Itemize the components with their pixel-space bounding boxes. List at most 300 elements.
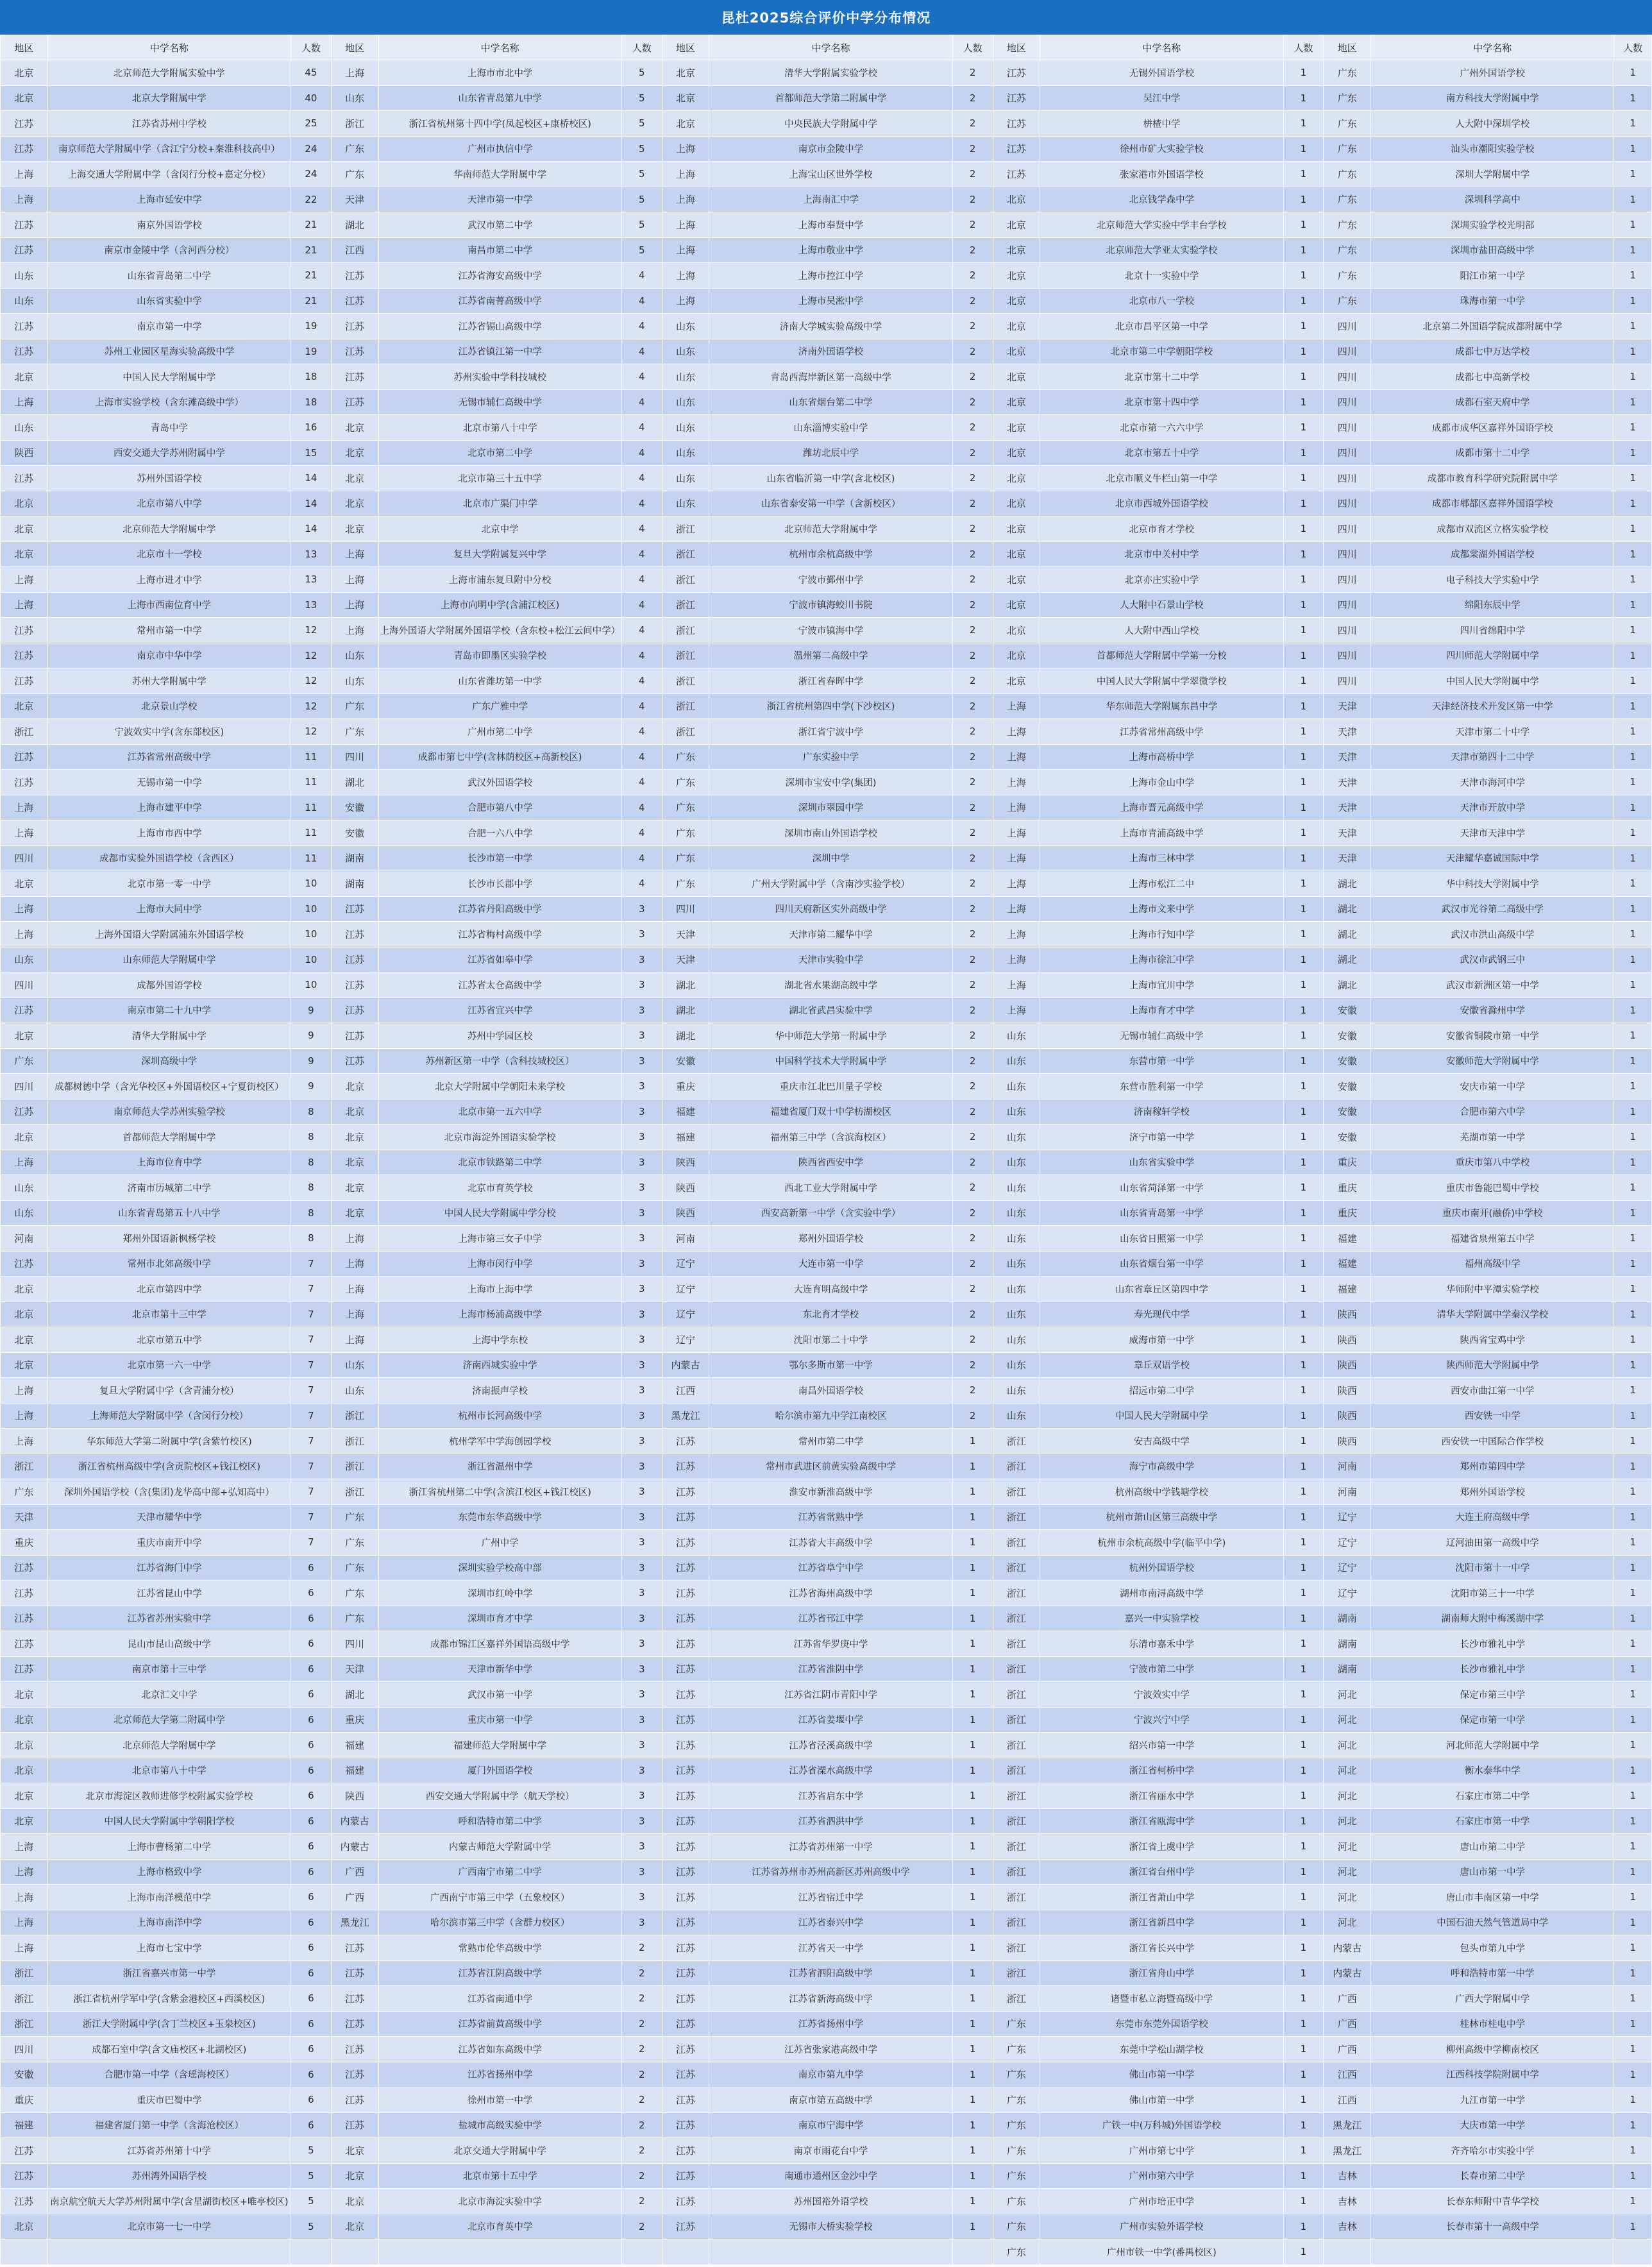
count-cell: 1 — [1283, 1504, 1324, 1530]
region-cell: 上海 — [662, 263, 709, 289]
region-cell: 江苏 — [331, 2062, 378, 2087]
school-name-cell: 苏州国裕外语学校 — [709, 2189, 952, 2214]
school-name-cell: 北京市育英中学 — [378, 2214, 621, 2239]
table-body — [1, 60, 1652, 2265]
count-cell: 2 — [952, 339, 993, 364]
count-cell: 1 — [1283, 1555, 1324, 1581]
region-cell: 河北 — [1324, 1834, 1371, 1860]
table-row — [1, 1429, 1652, 1454]
count-cell: 1 — [1614, 2163, 1652, 2189]
region-cell: 浙江 — [662, 693, 709, 719]
region-cell: 天津 — [1324, 770, 1371, 795]
school-name-cell: 济南大学城实验高级中学 — [709, 314, 952, 339]
count-cell: 1 — [1283, 364, 1324, 390]
count-cell: 1 — [1283, 922, 1324, 947]
count-cell: 1 — [1614, 2112, 1652, 2138]
count-cell: 2 — [952, 136, 993, 162]
count-cell: 2 — [952, 719, 993, 745]
school-name-cell: 上海市青浦高级中学 — [1040, 820, 1283, 846]
count-cell: 1 — [1614, 567, 1652, 593]
school-name-cell: 唐山市第二中学 — [1371, 1834, 1614, 1860]
region-cell: 上海 — [1, 1150, 48, 1175]
school-name-cell: 江苏省丹阳高级中学 — [378, 896, 621, 922]
table-row — [1, 845, 1652, 871]
school-name-cell: 浙江省萧山中学 — [1040, 1885, 1283, 1910]
region-cell: 浙江 — [993, 1530, 1040, 1556]
school-name-cell: 深圳市南山外国语学校 — [709, 820, 952, 846]
table-row — [1, 693, 1652, 719]
school-name-cell: 山东省青岛第二中学 — [47, 263, 291, 289]
region-cell: 辽宁 — [662, 1251, 709, 1277]
region-cell: 山东 — [993, 1200, 1040, 1226]
count-cell: 2 — [952, 1175, 993, 1201]
table-row — [1, 440, 1652, 466]
region-cell: 上海 — [331, 1327, 378, 1353]
school-name-cell: 常州市第二中学 — [709, 1429, 952, 1454]
count-cell: 1 — [1283, 1200, 1324, 1226]
school-name-cell: 浙江省长兴中学 — [1040, 1935, 1283, 1961]
school-name-cell: 杭州市长河高级中学 — [378, 1403, 621, 1429]
region-cell: 山东 — [331, 1378, 378, 1404]
school-name-cell: 上海市格致中学 — [47, 1859, 291, 1885]
region-cell: 广东 — [331, 1606, 378, 1631]
region-cell: 天津 — [1324, 719, 1371, 745]
school-name-cell: 复旦大学附属复兴中学 — [378, 541, 621, 567]
count-cell: 3 — [621, 1656, 662, 1682]
region-cell: 河北 — [1324, 1859, 1371, 1885]
school-name-cell: 北京市第八十中学 — [378, 415, 621, 441]
school-name-cell: 广西南宁市第三中学（五象校区） — [378, 1885, 621, 1910]
school-name-cell: 湖北省武昌实验中学 — [709, 998, 952, 1023]
school-name-cell: 无锡市辅仁高级中学 — [1040, 1023, 1283, 1049]
region-cell: 浙江 — [662, 618, 709, 643]
school-name-cell: 无锡市第一中学 — [47, 770, 291, 795]
school-name-cell: 浙江大学附属中学(含丁兰校区+玉泉校区) — [47, 2011, 291, 2037]
count-cell: 1 — [1283, 1910, 1324, 1935]
region-cell: 安徽 — [1324, 998, 1371, 1023]
count-cell: 1 — [1614, 212, 1652, 238]
table-row — [1, 1758, 1652, 1783]
region-cell: 山东 — [993, 1048, 1040, 1074]
count-cell: 7 — [291, 1479, 332, 1505]
region-cell: 广东 — [993, 2087, 1040, 2113]
school-name-cell: 沈阳市第三十一中学 — [1371, 1581, 1614, 1606]
school-name-cell: 浙江省舟山中学 — [1040, 1960, 1283, 1986]
school-name-cell: 重庆市第八中学校 — [1371, 1150, 1614, 1175]
school-name-cell — [1371, 2239, 1614, 2265]
region-cell: 上海 — [331, 60, 378, 86]
school-name-cell: 江苏省泰兴中学 — [709, 1910, 952, 1935]
count-cell: 1 — [1283, 212, 1324, 238]
school-name-cell: 江苏省苏州实验中学 — [47, 1606, 291, 1631]
school-name-cell: 济宁市第一中学 — [1040, 1125, 1283, 1150]
header-school: 中学名称 — [1371, 35, 1614, 60]
count-cell: 1 — [1283, 1403, 1324, 1429]
table-row — [1, 896, 1652, 922]
region-cell: 北京 — [993, 187, 1040, 212]
count-cell: 4 — [621, 389, 662, 415]
school-name-cell: 成都市实验外国语学校（含西区） — [47, 845, 291, 871]
school-name-cell: 济南市历城第二中学 — [47, 1175, 291, 1201]
count-cell: 1 — [1614, 1631, 1652, 1657]
count-cell: 3 — [621, 1302, 662, 1327]
count-cell: 1 — [1283, 2011, 1324, 2037]
school-name-cell: 上海市行知中学 — [1040, 922, 1283, 947]
school-name-cell: 上海市向明中学(含浦江校区) — [378, 592, 621, 618]
count-cell: 1 — [1614, 339, 1652, 364]
region-cell: 上海 — [1, 567, 48, 593]
table-row — [1, 491, 1652, 516]
count-cell: 12 — [291, 693, 332, 719]
table-row — [1, 1048, 1652, 1074]
count-cell: 1 — [952, 1581, 993, 1606]
count-cell: 1 — [1283, 871, 1324, 897]
header-count: 人数 — [291, 35, 332, 60]
count-cell: 6 — [291, 2037, 332, 2062]
table-row — [1, 795, 1652, 820]
count-cell: 7 — [291, 1403, 332, 1429]
region-cell: 山东 — [993, 1327, 1040, 1353]
school-name-cell: 南京市第九中学 — [709, 2062, 952, 2087]
count-cell: 1 — [1283, 1656, 1324, 1682]
school-name-cell: 北京市第一六一中学 — [47, 1352, 291, 1378]
school-name-cell: 北京市八一学校 — [1040, 288, 1283, 314]
region-cell: 四川 — [331, 744, 378, 770]
school-name-cell: 宁波市第二中学 — [1040, 1656, 1283, 1682]
school-distribution-table — [0, 35, 1652, 2265]
region-cell: 北京 — [993, 314, 1040, 339]
count-cell: 1 — [1614, 85, 1652, 111]
count-cell: 1 — [1283, 1733, 1324, 1758]
table-row — [1, 719, 1652, 745]
count-cell: 1 — [1283, 440, 1324, 466]
region-cell: 安徽 — [1324, 1048, 1371, 1074]
region-cell: 天津 — [1, 1504, 48, 1530]
school-name-cell: 福州第三中学（含滨海校区） — [709, 1125, 952, 1150]
school-name-cell: 呼和浩特市第一中学 — [1371, 1960, 1614, 1986]
school-name-cell: 武汉市第二中学 — [378, 212, 621, 238]
school-name-cell: 成都外国语学校 — [47, 972, 291, 998]
school-name-cell: 长沙市长郡中学 — [378, 871, 621, 897]
region-cell: 四川 — [1324, 415, 1371, 441]
region-cell: 北京 — [662, 85, 709, 111]
region-cell: 山东 — [662, 389, 709, 415]
table-row — [1, 1074, 1652, 1100]
count-cell: 2 — [952, 871, 993, 897]
region-cell: 广东 — [662, 770, 709, 795]
table-row — [1, 1606, 1652, 1631]
region-cell: 北京 — [1, 1783, 48, 1809]
table-row — [1, 1277, 1652, 1302]
school-name-cell: 北京市第一七一中学 — [47, 2214, 291, 2239]
region-cell: 北京 — [993, 567, 1040, 593]
school-name-cell: 上海市曹杨第二中学 — [47, 1834, 291, 1860]
count-cell: 7 — [291, 1504, 332, 1530]
region-cell: 上海 — [331, 592, 378, 618]
region-cell: 浙江 — [662, 668, 709, 694]
count-cell: 6 — [291, 2011, 332, 2037]
region-cell: 江苏 — [993, 136, 1040, 162]
school-name-cell: 北京师范大学附属中学 — [47, 516, 291, 542]
school-name-cell: 苏州大学附属中学 — [47, 668, 291, 694]
region-cell: 北京 — [993, 592, 1040, 618]
count-cell: 6 — [291, 1834, 332, 1860]
region-cell: 四川 — [1324, 466, 1371, 491]
school-name-cell: 山东省青岛第九中学 — [378, 85, 621, 111]
school-name-cell: 中国人民大学附属中学朝阳学校 — [47, 1808, 291, 1834]
region-cell: 浙江 — [1, 2011, 48, 2037]
school-name-cell: 广州市执信中学 — [378, 136, 621, 162]
school-name-cell: 成都市成华区嘉祥外国语学校 — [1371, 415, 1614, 441]
school-name-cell: 江苏省邗江中学 — [709, 1606, 952, 1631]
region-cell: 江苏 — [1, 136, 48, 162]
school-name-cell: 北京市第十二中学 — [1040, 364, 1283, 390]
count-cell: 2 — [952, 998, 993, 1023]
table-row — [1, 288, 1652, 314]
region-cell: 浙江 — [993, 1935, 1040, 1961]
region-cell: 江苏 — [331, 263, 378, 289]
count-cell: 1 — [1283, 744, 1324, 770]
count-cell: 1 — [952, 1606, 993, 1631]
table-row — [1, 1125, 1652, 1150]
region-cell: 广东 — [993, 2138, 1040, 2164]
count-cell: 1 — [1614, 162, 1652, 187]
count-cell: 1 — [1614, 1606, 1652, 1631]
count-cell: 2 — [621, 1986, 662, 2012]
count-cell: 1 — [1614, 693, 1652, 719]
count-cell: 4 — [621, 364, 662, 390]
school-name-cell: 湖南师大附中梅溪湖中学 — [1371, 1606, 1614, 1631]
school-name-cell: 广州市第七中学 — [1040, 2138, 1283, 2164]
school-name-cell: 江苏省南菁高级中学 — [378, 288, 621, 314]
region-cell: 江苏 — [662, 1504, 709, 1530]
school-name-cell: 武汉外国语学校 — [378, 770, 621, 795]
count-cell: 6 — [291, 1960, 332, 1986]
count-cell: 1 — [1614, 314, 1652, 339]
count-cell: 1 — [1283, 288, 1324, 314]
count-cell: 7 — [291, 1530, 332, 1556]
count-cell: 25 — [291, 111, 332, 137]
region-cell: 上海 — [1, 1429, 48, 1454]
region-cell: 山东 — [993, 1175, 1040, 1201]
school-name-cell: 江苏省南通中学 — [378, 1986, 621, 2012]
region-cell: 江苏 — [1, 770, 48, 795]
region-cell — [1, 2239, 48, 2265]
school-name-cell: 东莞市东莞外国语学校 — [1040, 2011, 1283, 2037]
count-cell: 1 — [1283, 567, 1324, 593]
count-cell: 1 — [1614, 1277, 1652, 1302]
count-cell: 4 — [621, 339, 662, 364]
count-cell: 7 — [291, 1429, 332, 1454]
count-cell: 2 — [952, 618, 993, 643]
school-name-cell: 安徽省滁州中学 — [1371, 998, 1614, 1023]
region-cell: 广东 — [1324, 162, 1371, 187]
region-cell: 江苏 — [1, 2138, 48, 2164]
region-cell: 四川 — [1324, 314, 1371, 339]
region-cell: 上海 — [1, 1859, 48, 1885]
region-cell: 山东 — [331, 85, 378, 111]
region-cell: 四川 — [1, 972, 48, 998]
region-cell: 上海 — [993, 744, 1040, 770]
count-cell: 1 — [1614, 2011, 1652, 2037]
region-cell: 北京 — [1, 1733, 48, 1758]
table-row — [1, 643, 1652, 668]
count-cell: 22 — [291, 187, 332, 212]
count-cell: 1 — [1283, 491, 1324, 516]
region-cell: 内蒙古 — [1324, 1935, 1371, 1961]
count-cell: 9 — [291, 998, 332, 1023]
school-name-cell: 上海中学东校 — [378, 1327, 621, 1353]
count-cell: 2 — [952, 1023, 993, 1049]
region-cell: 广东 — [331, 1581, 378, 1606]
region-cell: 上海 — [1, 162, 48, 187]
region-cell: 四川 — [1324, 541, 1371, 567]
region-cell: 江苏 — [1, 2163, 48, 2189]
count-cell: 1 — [1614, 1530, 1652, 1556]
region-cell: 陕西 — [1324, 1378, 1371, 1404]
count-cell: 1 — [1283, 592, 1324, 618]
count-cell: 4 — [621, 314, 662, 339]
school-name-cell: 郑州市第四中学 — [1371, 1454, 1614, 1479]
region-cell: 上海 — [993, 871, 1040, 897]
school-name-cell: 成都石室天府中学 — [1371, 389, 1614, 415]
region-cell: 江苏 — [331, 1935, 378, 1961]
count-cell: 4 — [621, 618, 662, 643]
region-cell: 辽宁 — [662, 1327, 709, 1353]
count-cell: 3 — [621, 1150, 662, 1175]
region-cell: 江苏 — [1, 1099, 48, 1125]
school-name-cell: 武汉市新洲区第一中学 — [1371, 972, 1614, 998]
count-cell: 21 — [291, 237, 332, 263]
school-name-cell: 广州市培正中学 — [1040, 2189, 1283, 2214]
region-cell: 河北 — [1324, 1808, 1371, 1834]
count-cell: 2 — [952, 491, 993, 516]
region-cell: 北京 — [331, 2214, 378, 2239]
count-cell: 3 — [621, 1479, 662, 1505]
region-cell: 江苏 — [1, 643, 48, 668]
count-cell: 5 — [621, 187, 662, 212]
count-cell: 3 — [621, 1859, 662, 1885]
school-name-cell: 北京亦庄实验中学 — [1040, 567, 1283, 593]
count-cell: 1 — [1614, 972, 1652, 998]
school-name-cell: 深圳市红岭中学 — [378, 1581, 621, 1606]
table-row — [1, 1986, 1652, 2012]
school-name-cell: 山东省潍坊第一中学 — [378, 668, 621, 694]
count-cell: 2 — [952, 1074, 993, 1100]
count-cell: 13 — [291, 541, 332, 567]
count-cell: 4 — [621, 820, 662, 846]
region-cell: 上海 — [1, 922, 48, 947]
region-cell: 广东 — [662, 744, 709, 770]
region-cell: 北京 — [331, 1125, 378, 1150]
region-cell: 广西 — [331, 1885, 378, 1910]
school-name-cell: 广铁一中(万科城)外国语学校 — [1040, 2112, 1283, 2138]
region-cell: 江苏 — [331, 1023, 378, 1049]
count-cell: 2 — [952, 947, 993, 972]
count-cell: 1 — [1614, 237, 1652, 263]
school-name-cell: 苏州外国语学校 — [47, 466, 291, 491]
count-cell: 5 — [621, 60, 662, 86]
count-cell: 3 — [621, 1454, 662, 1479]
count-cell: 7 — [291, 1277, 332, 1302]
school-name-cell: 深圳市宝安中学(集团) — [709, 770, 952, 795]
school-name-cell: 山东淄博实验中学 — [709, 415, 952, 441]
count-cell: 2 — [952, 567, 993, 593]
region-cell: 江苏 — [662, 1429, 709, 1454]
count-cell: 1 — [1283, 2138, 1324, 2164]
region-cell: 广东 — [331, 719, 378, 745]
count-cell: 2 — [952, 693, 993, 719]
region-cell: 北京 — [1, 541, 48, 567]
count-cell: 1 — [1283, 466, 1324, 491]
count-cell: 3 — [621, 1834, 662, 1860]
region-cell: 内蒙古 — [331, 1808, 378, 1834]
region-cell: 湖北 — [1324, 922, 1371, 947]
school-name-cell: 大连王府高级中学 — [1371, 1504, 1614, 1530]
region-cell: 北京 — [1, 1707, 48, 1733]
region-cell: 浙江 — [662, 643, 709, 668]
table-row — [1, 1682, 1652, 1708]
school-name-cell: 青岛西海岸新区第一高级中学 — [709, 364, 952, 390]
school-name-cell: 人大附中深圳学校 — [1371, 111, 1614, 137]
school-name-cell: 北京市第四中学 — [47, 1277, 291, 1302]
school-name-cell: 天津市耀华中学 — [47, 1504, 291, 1530]
region-cell: 北京 — [331, 2189, 378, 2214]
count-cell: 4 — [621, 491, 662, 516]
region-cell: 安徽 — [1324, 1125, 1371, 1150]
count-cell: 1 — [1283, 389, 1324, 415]
school-name-cell: 安庆市第一中学 — [1371, 1074, 1614, 1100]
school-name-cell: 江苏省梅村高级中学 — [378, 922, 621, 947]
region-cell: 福建 — [331, 1733, 378, 1758]
school-name-cell: 陕西省西安中学 — [709, 1150, 952, 1175]
count-cell: 2 — [952, 314, 993, 339]
school-name-cell: 北京市海淀外国语实验学校 — [378, 1125, 621, 1150]
count-cell: 1 — [1614, 111, 1652, 137]
school-name-cell: 深圳市育才中学 — [378, 1606, 621, 1631]
count-cell: 2 — [952, 592, 993, 618]
count-cell: 2 — [952, 1150, 993, 1175]
count-cell: 10 — [291, 922, 332, 947]
school-name-cell: 江苏省常州高级中学 — [47, 744, 291, 770]
count-cell: 2 — [952, 1403, 993, 1429]
school-name-cell: 南京市第二十九中学 — [47, 998, 291, 1023]
school-name-cell: 大连育明高级中学 — [709, 1277, 952, 1302]
count-cell: 3 — [621, 1099, 662, 1125]
region-cell: 江苏 — [331, 1986, 378, 2012]
count-cell: 2 — [952, 770, 993, 795]
region-cell: 上海 — [1, 1403, 48, 1429]
school-name-cell: 哈尔滨市第九中学江南校区 — [709, 1403, 952, 1429]
region-cell: 浙江 — [993, 1758, 1040, 1783]
region-cell: 上海 — [1, 896, 48, 922]
region-cell: 吉林 — [1324, 2163, 1371, 2189]
school-name-cell: 北京市中关村中学 — [1040, 541, 1283, 567]
count-cell: 1 — [1283, 1960, 1324, 1986]
table-row — [1, 60, 1652, 86]
school-name-cell: 威海市第一中学 — [1040, 1327, 1283, 1353]
school-name-cell: 徐州市第一中学 — [378, 2087, 621, 2113]
region-cell: 陕西 — [1324, 1429, 1371, 1454]
region-cell: 山东 — [1, 263, 48, 289]
school-name-cell: 上海市大同中学 — [47, 896, 291, 922]
region-cell: 河南 — [1, 1226, 48, 1252]
school-name-cell: 无锡市大桥实验学校 — [709, 2214, 952, 2239]
school-name-cell: 北京师范大学附属中学 — [709, 516, 952, 542]
school-name-cell: 南京航空航天大学苏州附属中学(含星湖街校区+唯亭校区) — [47, 2189, 291, 2214]
school-name-cell: 上海市敬业中学 — [709, 237, 952, 263]
count-cell: 1 — [1614, 845, 1652, 871]
